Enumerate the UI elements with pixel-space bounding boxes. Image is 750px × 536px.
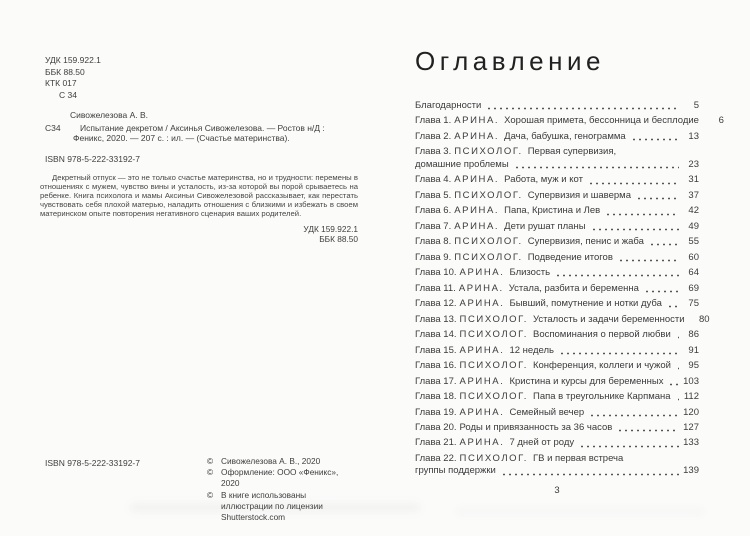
toc-entry-row xyxy=(415,391,699,403)
toc-entry-title: Работа, муж и кот xyxy=(504,174,583,186)
toc-page-number: 112 xyxy=(683,391,699,403)
toc-entry-title: Папа в треугольнике Карпмана xyxy=(532,391,671,403)
toc-entry-title: Устала, разбита и беременна xyxy=(508,282,639,294)
copyright-symbol: © xyxy=(207,456,214,466)
dotted-leader xyxy=(591,228,679,231)
toc-speaker-label: ПСИХОЛОГ. xyxy=(454,146,523,158)
toc-chapter-label: Глава 9. xyxy=(415,251,452,263)
toc-speaker-label: АРИНА. xyxy=(454,174,500,186)
copyright-lines xyxy=(221,456,320,467)
toc-entry-title: Близость xyxy=(509,267,551,279)
dotted-leader xyxy=(649,243,679,246)
toc-page-number: 49 xyxy=(688,220,699,232)
toc-entry-row xyxy=(415,100,699,112)
toc-page-number: 5 xyxy=(693,100,699,111)
dotted-leader xyxy=(668,383,679,386)
toc-speaker-label: ПСИХОЛОГ. xyxy=(459,329,528,341)
toc-speaker-label: ПСИХОЛОГ. xyxy=(454,236,523,248)
toc-entry xyxy=(415,329,699,341)
toc-entry-title: Кристина и курсы для беременных xyxy=(509,375,664,387)
toc-entry-title: ГВ и первая встреча xyxy=(532,452,624,464)
toc-page-number: 75 xyxy=(688,298,699,310)
page-shadow xyxy=(130,500,420,512)
toc-entry-row xyxy=(415,252,699,264)
toc-entry-line1 xyxy=(415,453,699,465)
toc-speaker-label: АРИНА. xyxy=(454,205,500,217)
toc-entry-title: Усталость и задачи беременности xyxy=(532,313,685,325)
code-line: КТК 017 xyxy=(45,78,77,88)
toc-page-number: 133 xyxy=(683,437,699,449)
dotted-leader xyxy=(514,166,679,169)
toc-speaker-label: ПСИХОЛОГ. xyxy=(454,189,523,201)
isbn-top: ISBN 978-5-222-33192-7 xyxy=(45,153,140,164)
toc-entry xyxy=(415,437,699,449)
toc-entry-title: Супервизия, пенис и жаба xyxy=(527,236,644,248)
copyright-line: В книге использованы xyxy=(221,489,307,500)
toc-entry-row xyxy=(415,298,699,310)
toc-entry-title: 12 недель xyxy=(509,344,554,356)
toc-entry-line1 xyxy=(415,146,699,158)
toc-entry xyxy=(415,190,699,202)
toc-page-number: 95 xyxy=(688,360,699,372)
toc-entry xyxy=(415,267,699,279)
toc-entry xyxy=(415,422,699,434)
toc-entry-row xyxy=(415,174,699,186)
toc-entry xyxy=(415,376,699,388)
isbn-bottom: ISBN 978-5-222-33192-7 xyxy=(45,458,140,468)
bbk-right: ББК 88.50 xyxy=(319,234,358,245)
toc-chapter-label: Глава 21. xyxy=(415,437,457,449)
toc-entry-title: Роды и привязанность за 36 часов xyxy=(459,421,613,433)
toc-page-number: 55 xyxy=(688,236,699,248)
dotted-leader xyxy=(555,274,679,277)
toc-entry-title: Подведение итогов xyxy=(527,251,613,263)
toc-chapter-label: Глава 15. xyxy=(415,344,457,356)
toc-entry xyxy=(415,236,699,248)
toc-page-number: 139 xyxy=(683,465,699,477)
toc-speaker-label: ПСИХОЛОГ. xyxy=(459,391,528,403)
toc-entry-title: Бывший, помутнение и нотки дуба xyxy=(509,298,662,310)
page-number: 3 xyxy=(554,484,560,496)
toc-chapter-label: Глава 2. xyxy=(415,130,452,142)
toc-speaker-label: АРИНА. xyxy=(459,406,505,418)
dotted-leader xyxy=(617,429,679,432)
toc-chapter-label: Глава 5. xyxy=(415,189,452,201)
copyright-line: иллюстрации по лицензии xyxy=(221,500,323,511)
toc-speaker-label: АРИНА. xyxy=(458,282,504,294)
toc-entry-row xyxy=(415,131,699,143)
toc-list xyxy=(415,100,724,478)
copyright-symbol: © xyxy=(207,489,214,500)
toc-chapter-label: Глава 18. xyxy=(415,391,457,403)
toc-page-number: 120 xyxy=(683,406,699,418)
toc-entry-row xyxy=(415,205,699,217)
toc-heading: Оглавление xyxy=(415,46,605,76)
toc-speaker-label: ПСИХОЛОГ. xyxy=(459,452,528,464)
toc-page-number: 103 xyxy=(683,375,699,387)
toc-chapter-label: Глава 14. xyxy=(415,329,457,341)
dotted-leader xyxy=(676,398,679,401)
toc-entry xyxy=(415,252,699,264)
toc-entry-row xyxy=(415,236,699,248)
toc-entry-title: Семейный вечер xyxy=(509,406,585,418)
toc-entry xyxy=(415,174,699,186)
toc-page-number: 6 xyxy=(718,115,724,127)
dotted-leader xyxy=(636,197,679,200)
toc-entry xyxy=(415,131,699,143)
page-shadow xyxy=(455,508,705,515)
dotted-leader xyxy=(501,473,679,476)
toc-chapter-label: Глава 4. xyxy=(415,174,452,186)
copyright-block xyxy=(207,456,358,523)
toc-page-number: 127 xyxy=(683,421,699,433)
toc-page-number: 64 xyxy=(688,267,699,279)
toc-entry-title-cont: группы поддержки xyxy=(415,465,496,477)
toc-chapter-label: Глава 13. xyxy=(415,313,457,325)
toc-entry-title: Дети рушат планы xyxy=(504,220,586,232)
toc-speaker-label: АРИНА. xyxy=(454,130,500,142)
toc-page-number: 37 xyxy=(688,189,699,201)
copyright-line: Shutterstock.com xyxy=(221,512,286,523)
toc-page-number: 86 xyxy=(688,329,699,341)
toc-entry-row xyxy=(415,115,724,127)
toc-entry-row xyxy=(415,376,699,388)
toc-entry-row xyxy=(415,422,699,434)
dotted-leader xyxy=(605,213,679,216)
annotation-paragraph: Декретный отпуск — это не только счастье материнства, но и трудности: перемены в отношениях с мужем, чувство вины и усталость, из-за которой вы порой срываетесь на ребенке. Книга психолога и мамы Аксиньи Сивожелезовой рассказывает, как перестать чувствовать себя плохой матерью, наладить отношения с близкими и избежать в своем материнском опыте повторения негативного сценария ваших родителей. xyxy=(40,173,358,218)
copyright-row xyxy=(207,467,358,489)
toc-chapter-label: Глава 17. xyxy=(415,375,457,387)
toc-entry xyxy=(415,391,699,403)
copyright-line: Сивожелезова А. В., 2020 xyxy=(221,456,321,466)
dotted-leader xyxy=(667,305,679,308)
dotted-leader xyxy=(589,414,679,417)
dotted-leader xyxy=(618,259,679,262)
toc-speaker-label: АРИНА. xyxy=(454,220,500,232)
classification-codes xyxy=(40,55,358,101)
imprint-page xyxy=(40,55,358,523)
toc-entry xyxy=(415,146,699,171)
toc-chapter-label: Глава 12. xyxy=(415,298,457,310)
udk-bbk-right xyxy=(40,224,358,245)
copyright-lines xyxy=(221,467,358,489)
dotted-leader xyxy=(559,352,679,355)
toc-speaker-label: ПСИХОЛОГ. xyxy=(459,360,528,372)
toc-entry-title: Первая супервизия, xyxy=(527,146,617,158)
toc-entry-line2 xyxy=(415,465,699,477)
toc-page-number: 13 xyxy=(688,130,699,142)
udk-right: УДК 159.922.1 xyxy=(303,223,358,234)
toc-chapter-label: Глава 7. xyxy=(415,220,452,232)
toc-entry xyxy=(415,115,724,127)
code-line: УДК 159.922.1 xyxy=(45,55,101,65)
toc-entry xyxy=(415,407,699,419)
toc-entry xyxy=(415,313,710,326)
toc-chapter-label: Глава 11. xyxy=(415,282,456,294)
copyright-line: Оформление: ООО «Феникс», 2020 xyxy=(221,467,339,489)
toc-page-number: 69 xyxy=(688,282,699,294)
toc-entry-row xyxy=(415,345,699,357)
code-line: ББК 88.50 xyxy=(45,66,85,77)
toc-entry xyxy=(415,205,699,217)
toc-chapter-label: Глава 3. xyxy=(415,146,452,158)
copyright-symbol: © xyxy=(207,467,214,478)
toc-entry-row xyxy=(415,360,699,372)
toc-entry-title: 7 дней от роду xyxy=(509,437,575,449)
toc-chapter-label: Глава 19. xyxy=(415,406,457,418)
toc-entry xyxy=(415,100,699,112)
toc-chapter-label: Глава 20. xyxy=(415,421,457,433)
toc-entry-title: Дача, бабушка, генограмма xyxy=(504,130,626,142)
toc-entry-title: Хорошая примета, бессонница и бесплодие xyxy=(504,115,699,127)
toc-entry-line2 xyxy=(415,159,699,171)
toc-chapter-label: Глава 8. xyxy=(415,236,452,248)
toc-page xyxy=(415,44,724,496)
toc-speaker-label: АРИНА. xyxy=(459,437,505,449)
dotted-leader xyxy=(588,182,679,185)
toc-chapter-label: Глава 6. xyxy=(415,205,452,217)
toc-entry-title: Папа, Кристина и Лев xyxy=(504,205,601,217)
toc-entry-title: Конференция, коллеги и чужой xyxy=(532,360,671,372)
bibliographic-record xyxy=(40,110,358,144)
catalog-code: С34 xyxy=(45,122,61,133)
toc-entry-row xyxy=(415,267,699,279)
toc-page-number: 91 xyxy=(688,344,699,356)
toc-entry-title-cont: домашние проблемы xyxy=(415,158,509,170)
toc-entry xyxy=(415,345,699,357)
toc-speaker-label: АРИНА. xyxy=(459,344,505,356)
toc-entry-row xyxy=(415,221,699,233)
toc-entry-row xyxy=(415,283,699,295)
toc-entry xyxy=(415,283,699,295)
toc-entry xyxy=(415,453,699,478)
toc-entry-row xyxy=(415,437,699,449)
dotted-leader xyxy=(676,367,679,370)
author-line: Сивожелезова А. В. xyxy=(70,110,149,120)
toc-entry xyxy=(415,360,699,372)
copyright-row xyxy=(207,456,358,467)
dotted-leader xyxy=(579,445,679,448)
dotted-leader xyxy=(676,336,679,339)
toc-entry-row xyxy=(415,313,710,326)
toc-page-number: 31 xyxy=(688,174,699,186)
dotted-leader xyxy=(631,138,679,141)
bibliography-paragraph xyxy=(40,123,358,144)
toc-speaker-label: АРИНА. xyxy=(459,298,505,310)
toc-entry-title: Супервизия и шаверма xyxy=(527,189,631,201)
dotted-leader xyxy=(486,107,679,110)
toc-chapter-label: Глава 10. xyxy=(415,267,457,279)
toc-chapter-label: Глава 16. xyxy=(415,360,457,372)
code-line: С 34 xyxy=(59,89,77,100)
toc-page-number: 23 xyxy=(688,158,699,170)
toc-chapter-label: Глава 1. xyxy=(415,115,452,127)
toc-entry-row xyxy=(415,190,699,202)
toc-speaker-label: ПСИХОЛОГ. xyxy=(459,313,528,325)
toc-chapter-label: Глава 22. xyxy=(415,452,457,464)
toc-speaker-label: АРИНА. xyxy=(459,375,505,387)
toc-page-number: 60 xyxy=(688,251,699,263)
toc-entry xyxy=(415,298,699,310)
toc-speaker-label: АРИНА. xyxy=(454,115,500,127)
toc-entry-row xyxy=(415,407,699,419)
toc-page-number: 80 xyxy=(699,313,710,325)
toc-speaker-label: ПСИХОЛОГ. xyxy=(454,251,523,263)
toc-entry xyxy=(415,221,699,233)
toc-entry-row xyxy=(415,329,699,341)
toc-entry-title: Благодарности xyxy=(415,100,482,111)
bibliography-text: Испытание декретом / Аксинья Сивожелезова. — Ростов н/Д : Феникс, 2020. — 207 с. : ил. — (Счастье материнства). xyxy=(73,122,325,143)
dotted-leader xyxy=(644,290,679,293)
toc-speaker-label: АРИНА. xyxy=(459,267,505,279)
toc-page-number: 42 xyxy=(688,205,699,217)
toc-entry-title: Воспоминания о первой любви xyxy=(532,329,671,341)
